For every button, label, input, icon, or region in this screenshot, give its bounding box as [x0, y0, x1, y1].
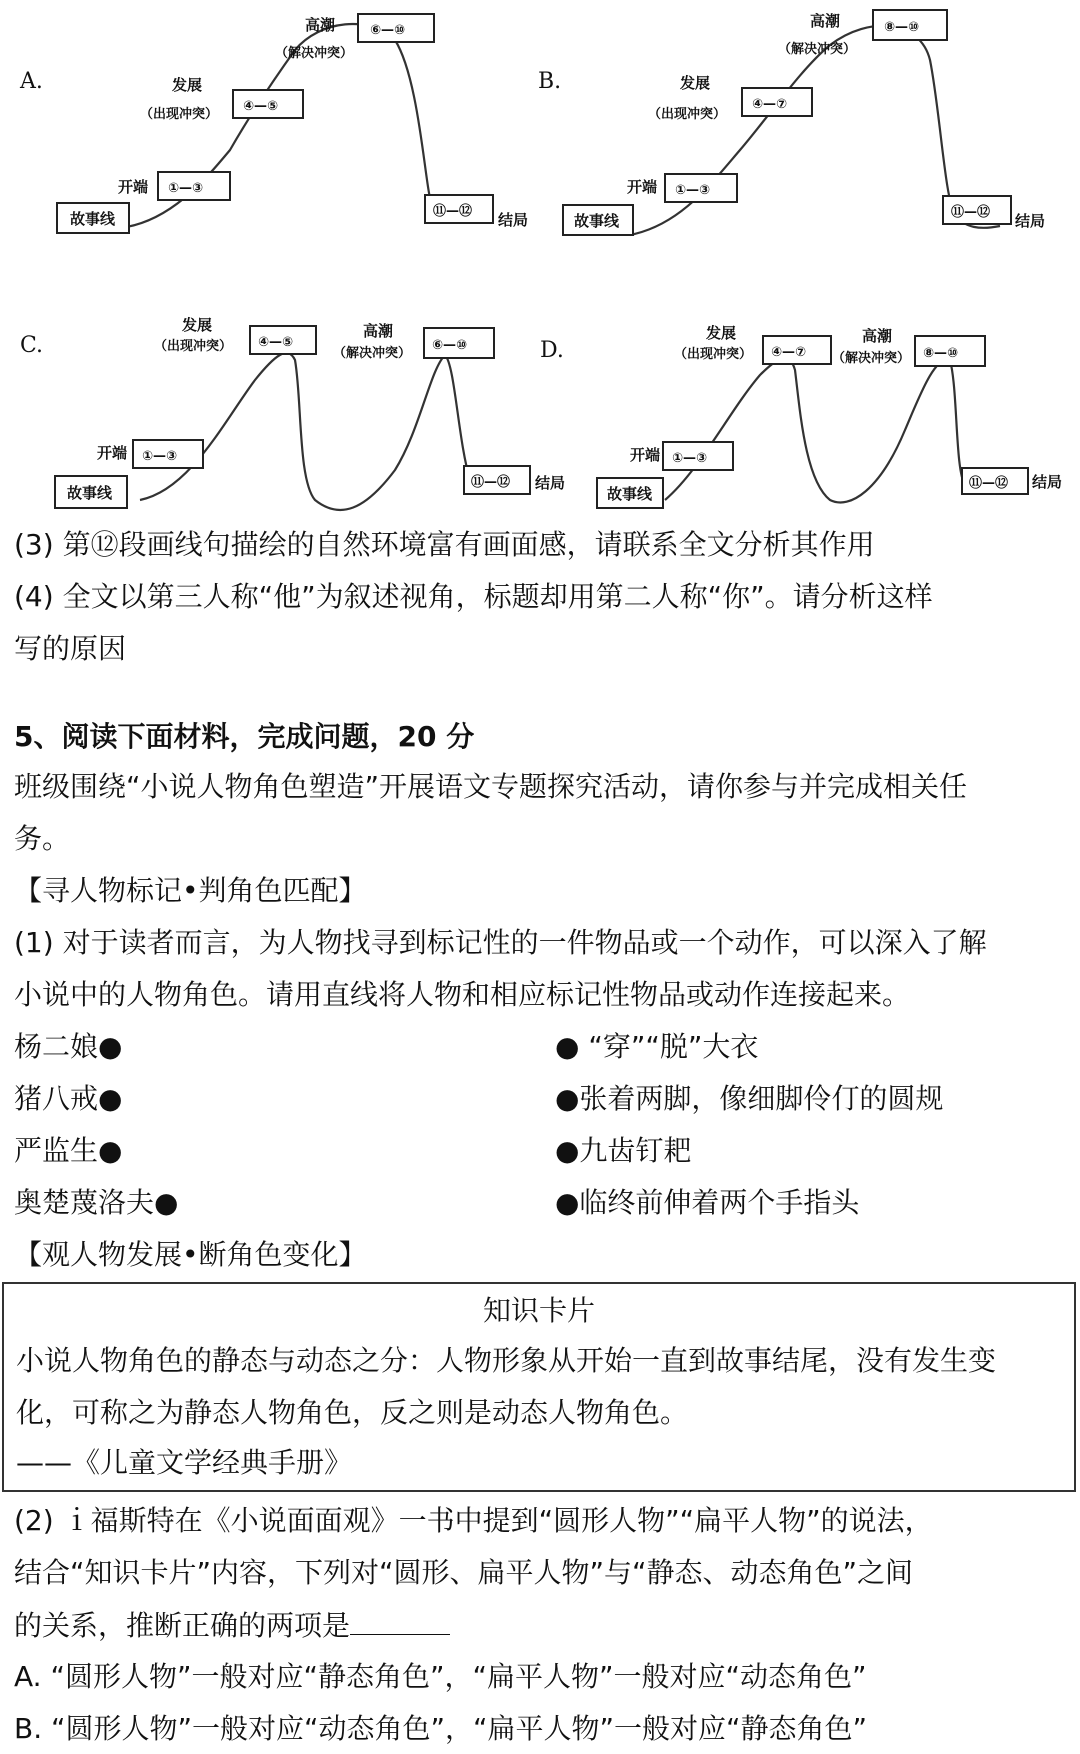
part-2-question-line1: (2) ｉ福斯特在《小说面面观》一书中提到“圆形人物”“扁平人物”的说法， — [14, 1504, 933, 1537]
match-right-item[interactable]: ● “穿”“脱”大衣 — [555, 1030, 759, 1063]
question-3: (3) 第⑫段画线句描绘的自然环境富有画面感，请联系全文分析其作用 — [14, 528, 875, 561]
diagram-c-letter: C. — [20, 333, 44, 358]
diagram-b-climax-sub: （解决冲突） — [778, 42, 857, 57]
diagram-c-storyline-label: 故事线 — [67, 484, 113, 502]
diagram-a-climax-label: 高潮 — [305, 16, 336, 34]
option-a[interactable]: A. “圆形人物”一般对应“静态角色”，“扁平人物”一般对应“动态角色” — [14, 1660, 867, 1693]
answer-blank[interactable] — [350, 1608, 450, 1635]
question-4-line2: 写的原因 — [14, 632, 127, 665]
match-left-item[interactable]: 猪八戒● — [14, 1082, 123, 1115]
diagram-a-letter: A. — [20, 69, 43, 94]
diagram-a-storyline-label: 故事线 — [70, 210, 116, 228]
diagram-c-opening-range: ①—③ — [142, 449, 178, 464]
match-right-item[interactable]: ●张着两脚，像细脚伶仃的圆规 — [555, 1082, 944, 1115]
diagram-d-opening-range: ①—③ — [672, 451, 708, 466]
diagram-a — [19, 14, 528, 233]
part-2-question-text: 的关系，推断正确的两项是 — [14, 1609, 351, 1642]
diagram-b-opening-label: 开端 — [627, 178, 658, 196]
diagram-d-letter: D. — [540, 338, 564, 363]
diagram-a-ending-label: 结局 — [498, 211, 529, 229]
question-4-line1: (4) 全文以第三人称“他”为叙述视角，标题却用第二人称“你”。请分析这样 — [14, 580, 933, 613]
diagram-d-climax-sub: （解决冲突） — [832, 351, 911, 366]
section-5-intro-line1: 班级围绕“小说人物角色塑造”开展语文专题探究活动，请你参与并完成相关任 — [14, 770, 968, 803]
option-b[interactable]: B. “圆形人物”一般对应“动态角色”，“扁平人物”一般对应“静态角色” — [14, 1712, 868, 1745]
diagram-b-ending-range: ⑪—⑫ — [951, 205, 991, 220]
diagram-c — [20, 316, 565, 510]
diagram-a-opening-label: 开端 — [118, 178, 149, 196]
diagram-d-development-label: 发展 — [706, 324, 737, 342]
part-2-question-line2: 结合“知识卡片”内容，下列对“圆形、扁平人物”与“静态、动态角色”之间 — [14, 1556, 914, 1589]
diagram-a-ending-range: ⑪—⑫ — [433, 204, 473, 219]
diagram-b-development-range: ④—⑦ — [752, 97, 788, 112]
diagram-b-ending-label: 结局 — [1015, 212, 1046, 230]
match-left-item[interactable]: 杨二娘● — [14, 1030, 123, 1063]
match-left-item[interactable]: 严监生● — [14, 1134, 123, 1167]
diagram-a-climax-sub: （解决冲突） — [275, 46, 354, 61]
diagram-d-ending-range: ⑪—⑫ — [969, 476, 1009, 491]
diagram-d-opening-label: 开端 — [630, 446, 661, 464]
knowledge-card — [2, 1282, 1076, 1492]
diagram-a-opening-range: ①—③ — [168, 181, 204, 196]
diagram-c-development-sub: （出现冲突） — [154, 339, 233, 354]
diagram-c-development-label: 发展 — [182, 316, 213, 334]
diagram-d — [540, 324, 1062, 508]
knowledge-card-line1: 小说人物角色的静态与动态之分：人物形象从开始一直到故事结尾，没有发生变 — [16, 1344, 997, 1377]
diagram-b — [538, 10, 1045, 235]
diagram-a-development-sub: （出现冲突） — [140, 107, 219, 122]
knowledge-card-title: 知识卡片 — [482, 1294, 595, 1327]
knowledge-card-source: ——《儿童文学经典手册》 — [16, 1446, 353, 1479]
diagram-b-opening-range: ①—③ — [675, 183, 711, 198]
diagram-c-climax-label: 高潮 — [363, 322, 394, 340]
diagram-c-climax-sub: （解决冲突） — [333, 346, 412, 361]
knowledge-card-line2: 化，可称之为静态人物角色，反之则是动态人物角色。 — [16, 1396, 689, 1429]
match-right-item[interactable]: ●九齿钉耙 — [555, 1134, 692, 1167]
part-1-question-line2: 小说中的人物角色。请用直线将人物和相应标记性物品或动作连接起来。 — [14, 978, 911, 1011]
diagram-c-ending-label: 结局 — [535, 474, 566, 492]
diagram-b-storyline-label: 故事线 — [574, 212, 620, 230]
part-1-question-line1: (1) 对于读者而言，为人物找寻到标记性的一件物品或一个动作，可以深入了解 — [14, 926, 987, 959]
diagram-a-development-label: 发展 — [172, 76, 203, 94]
diagram-b-climax-label: 高潮 — [810, 12, 841, 30]
diagram-d-climax-label: 高潮 — [862, 327, 893, 345]
diagram-d-storyline-label: 故事线 — [607, 485, 653, 503]
diagram-a-development-range: ④—⑤ — [243, 99, 279, 114]
diagram-d-climax-range: ⑧—⑩ — [923, 346, 959, 361]
match-left-item[interactable]: 奥楚蔑洛夫● — [14, 1186, 179, 1219]
part-2-question-line3 — [14, 1608, 450, 1643]
diagram-d-development-range: ④—⑦ — [771, 345, 807, 360]
diagram-a-climax-range: ⑥—⑩ — [370, 23, 406, 38]
part-2-title: 【观人物发展•断角色变化】 — [14, 1238, 367, 1271]
section-5-intro-line2: 务。 — [14, 822, 71, 855]
diagram-b-development-label: 发展 — [680, 74, 711, 92]
diagram-d-development-sub: （出现冲突） — [674, 347, 753, 362]
diagram-b-climax-range: ⑧—⑩ — [884, 20, 920, 35]
diagram-c-development-range: ④—⑤ — [258, 335, 294, 350]
diagram-b-letter: B. — [538, 69, 562, 94]
part-1-title: 【寻人物标记•判角色匹配】 — [14, 874, 367, 907]
diagram-c-climax-range: ⑥—⑩ — [432, 338, 468, 353]
section-5-heading: 5、阅读下面材料，完成问题，20 分 — [14, 720, 475, 753]
diagram-d-ending-label: 结局 — [1032, 473, 1063, 491]
diagram-c-ending-range: ⑪—⑫ — [471, 475, 511, 490]
match-right-item[interactable]: ●临终前伸着两个手指头 — [555, 1186, 860, 1219]
diagram-c-opening-label: 开端 — [97, 444, 128, 462]
plot-diagrams — [0, 0, 1080, 520]
diagram-b-development-sub: （出现冲突） — [648, 107, 727, 122]
